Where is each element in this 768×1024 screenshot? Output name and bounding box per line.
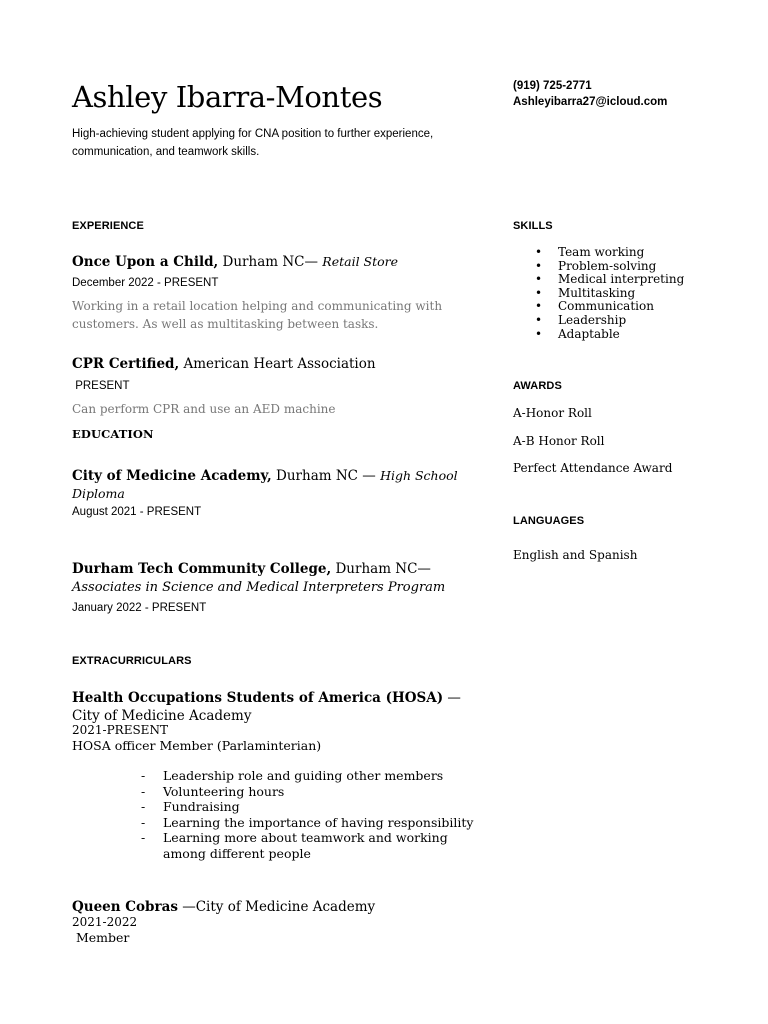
summary-text: High-achieving student applying for CNA position to further experience, communication, and teamwork skills. <box>72 128 434 158</box>
education-heading: EDUCATION <box>72 427 154 441</box>
education-item-2 <box>72 561 431 577</box>
phone-number: (919) 725-2771 <box>513 80 592 92</box>
cobras-suffix: —City of Medicine Academy <box>177 899 376 915</box>
job-org: Once Upon a Child, <box>72 254 219 270</box>
bullet-marker: • <box>535 285 543 300</box>
bullet-marker: • <box>535 326 543 341</box>
cert-title-line <box>72 356 376 372</box>
job-dates: December 2022 - PRESENT <box>72 277 219 289</box>
job-title-line <box>72 254 398 270</box>
school-location: Durham NC— <box>331 561 431 577</box>
hosa-years: 2021-PRESENT <box>72 723 168 737</box>
dash-marker: - <box>141 799 146 814</box>
hosa-title <box>72 690 482 725</box>
extracurriculars-heading: EXTRACURRICULARS <box>72 655 192 667</box>
award-item: A-B Honor Roll <box>513 434 605 448</box>
skills-heading: SKILLS <box>513 220 553 232</box>
cert-title: CPR Certified, <box>72 356 180 372</box>
list-item: • Problem-solving <box>535 258 657 273</box>
languages-heading: LANGUAGES <box>513 515 585 527</box>
list-item: • Medical interpreting <box>535 272 685 287</box>
education-item-1 <box>72 467 482 503</box>
cert-dates: PRESENT <box>72 380 130 392</box>
job-role: Retail Store <box>322 254 399 269</box>
skills-list <box>513 246 684 341</box>
dash-marker: - <box>141 783 146 799</box>
bullet-marker: • <box>535 312 543 327</box>
cobras-title <box>72 899 375 915</box>
cobras-years: 2021-2022 <box>72 915 138 929</box>
job-description: Working in a retail location helping and communicating with customers. As well as multitasking between tasks. <box>72 299 443 331</box>
list-item: - Volunteering hours <box>141 783 285 799</box>
school-dates: January 2022 - PRESENT <box>72 602 207 614</box>
school-program: Associates in Science and Medical Interpreters Program <box>72 580 446 595</box>
list-item: • Team working <box>535 245 645 259</box>
experience-heading: EXPERIENCE <box>72 220 144 232</box>
list-item: • Adaptable <box>535 326 620 341</box>
cert-description: Can perform CPR and use an AED machine <box>72 402 336 416</box>
hosa-suffix: —City of Medicine Academy <box>72 690 461 724</box>
list-item: - Learning more about teamwork and working among different people <box>141 830 448 861</box>
hosa-org: Health Occupations Students of America (HOSA) <box>72 690 444 706</box>
bullet-marker: • <box>535 272 543 287</box>
list-item: - Learning the importance of having responsibility <box>141 814 474 830</box>
award-item: Perfect Attendance Award <box>513 461 673 475</box>
dash-marker: - <box>141 814 146 830</box>
dash-marker: - <box>141 768 146 783</box>
list-item: • Communication <box>535 299 654 314</box>
bullet-marker: • <box>535 258 543 273</box>
school-program: High School Diploma <box>72 468 458 501</box>
school-program-line <box>72 579 445 595</box>
bullet-marker: • <box>535 245 543 259</box>
languages-value: English and Spanish <box>513 548 638 562</box>
school-location: Durham NC — <box>271 468 381 484</box>
school-name: Durham Tech Community College, <box>72 561 332 577</box>
list-item: • Multitasking <box>535 285 636 300</box>
list-item: - Leadership role and guiding other members <box>141 768 444 783</box>
awards-heading: AWARDS <box>513 380 562 392</box>
cobras-role: Member <box>72 930 130 945</box>
bullet-marker: • <box>535 299 543 314</box>
candidate-name: Ashley Ibarra-Montes <box>72 80 383 114</box>
dash-marker: - <box>141 830 146 845</box>
list-item: • Leadership <box>535 312 627 327</box>
school-dates: August 2021 - PRESENT <box>72 506 202 518</box>
cobras-org: Queen Cobras <box>72 899 178 915</box>
hosa-bullets <box>141 768 481 861</box>
award-item: A-Honor Roll <box>513 406 592 420</box>
hosa-role: HOSA officer Member (Parlaminterian) <box>72 738 322 753</box>
job-location: Durham NC— <box>218 254 323 270</box>
school-name: City of Medicine Academy, <box>72 468 272 484</box>
list-item: - Fundraising <box>141 799 240 814</box>
email-address: Ashleyibarra27@icloud.com <box>513 96 668 108</box>
cert-org: American Heart Association <box>179 356 376 372</box>
